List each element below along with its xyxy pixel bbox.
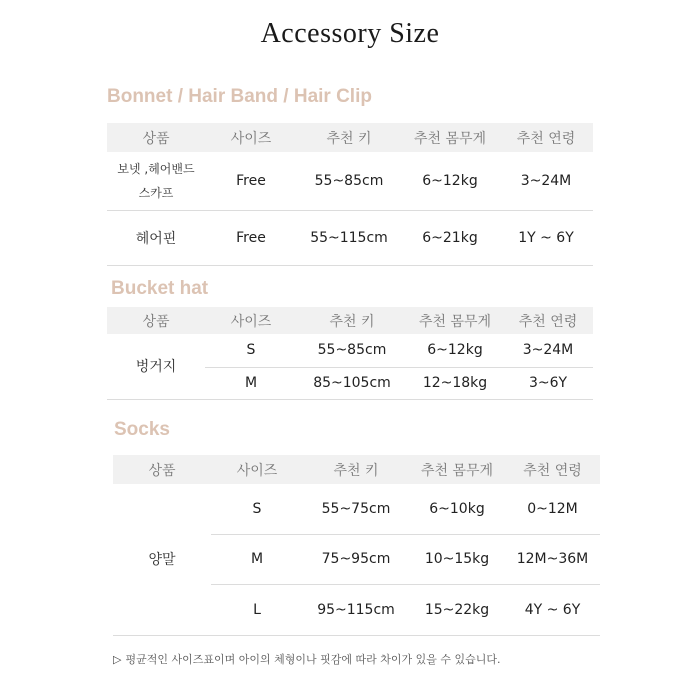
weight-cell: 15~22kg	[409, 584, 505, 635]
height-cell: 95~115cm	[303, 584, 409, 635]
header-weight: 추천 몸무게	[401, 123, 499, 152]
header-age: 추천 연령	[503, 307, 593, 334]
height-cell: 75~95cm	[303, 534, 409, 584]
product-name-line1: 보넷 ,헤어밴드	[117, 161, 195, 176]
age-cell: 4Y ~ 6Y	[505, 584, 600, 635]
age-cell: 3~6Y	[503, 367, 593, 399]
section-title-bonnet: Bonnet / Hair Band / Hair Clip	[107, 86, 372, 107]
page-title: Accessory Size	[260, 18, 440, 49]
header-size: 사이즈	[211, 455, 303, 484]
header-size: 사이즈	[205, 123, 297, 152]
age-cell: 12M~36M	[505, 534, 600, 584]
weight-cell: 12~18kg	[407, 367, 503, 399]
size-cell: S	[211, 484, 303, 534]
table-header-row	[113, 455, 600, 484]
weight-cell: 6~10kg	[409, 484, 505, 534]
bucket-hat-size-table	[107, 307, 593, 400]
height-cell: 55~85cm	[297, 152, 401, 210]
age-cell: 3~24M	[503, 334, 593, 367]
product-name: 양말	[113, 484, 211, 635]
height-cell: 55~85cm	[297, 334, 407, 367]
footnote-text: 평균적인 사이즈표이며 아이의 체형이나 핏감에 따라 차이가 있을 수 있습니다.	[125, 653, 501, 666]
product-name: 벙거지	[107, 334, 205, 399]
table-header-row	[107, 123, 593, 152]
header-height: 추천 키	[297, 307, 407, 334]
weight-cell: 6~21kg	[401, 210, 499, 265]
header-age: 추천 연령	[505, 455, 600, 484]
header-product: 상품	[113, 455, 211, 484]
section-title-socks: Socks	[114, 419, 170, 440]
age-cell: 1Y ~ 6Y	[499, 210, 593, 265]
socks-size-table	[113, 455, 600, 636]
header-product: 상품	[107, 123, 205, 152]
size-cell: M	[211, 534, 303, 584]
footnote	[113, 651, 500, 667]
header-weight: 추천 몸무게	[409, 455, 505, 484]
weight-cell: 10~15kg	[409, 534, 505, 584]
size-cell: L	[211, 584, 303, 635]
header-weight: 추천 몸무게	[407, 307, 503, 334]
size-cell: M	[205, 367, 297, 399]
weight-cell: 6~12kg	[407, 334, 503, 367]
product-name-line2: 스카프	[138, 185, 174, 200]
triangle-marker-icon: ▷	[113, 653, 122, 666]
table-header-row	[107, 307, 593, 334]
height-cell: 55~115cm	[297, 210, 401, 265]
height-cell: 55~75cm	[303, 484, 409, 534]
table-row	[113, 484, 600, 534]
size-cell: Free	[205, 210, 297, 265]
table-row	[107, 210, 593, 265]
table-row	[107, 334, 593, 367]
header-size: 사이즈	[205, 307, 297, 334]
size-cell: Free	[205, 152, 297, 210]
weight-cell: 6~12kg	[401, 152, 499, 210]
product-name	[107, 152, 205, 210]
header-height: 추천 키	[303, 455, 409, 484]
table-row	[107, 152, 593, 210]
header-product: 상품	[107, 307, 205, 334]
bonnet-size-table	[107, 123, 593, 266]
product-name: 헤어핀	[107, 210, 205, 265]
age-cell: 3~24M	[499, 152, 593, 210]
header-age: 추천 연령	[499, 123, 593, 152]
age-cell: 0~12M	[505, 484, 600, 534]
section-title-bucket-hat: Bucket hat	[111, 278, 209, 299]
size-cell: S	[205, 334, 297, 367]
height-cell: 85~105cm	[297, 367, 407, 399]
header-height: 추천 키	[297, 123, 401, 152]
